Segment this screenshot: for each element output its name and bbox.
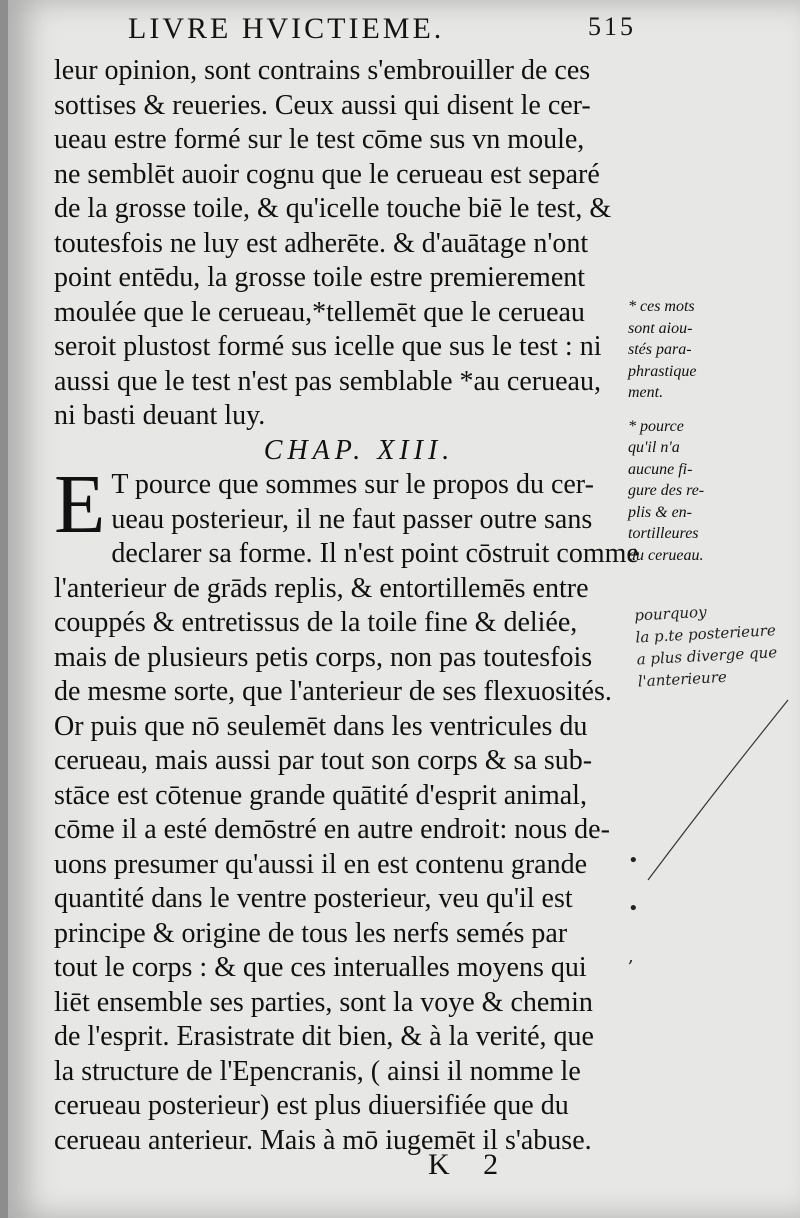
text-line: principe & origine de tous les nerfs semés par <box>54 917 568 949</box>
text-line: seroit plustost formé sus icelle que sus le test : ni <box>54 331 602 362</box>
text-line: ueau estre formé sur le test cōme sus vn moule, <box>54 124 585 155</box>
handwritten-line: l'anterieure <box>637 667 728 691</box>
text-line: quantité dans le ventre posterieur, veu qu'il est <box>54 883 573 914</box>
text-line: T pource que sommes sur le propos du cer- <box>111 469 594 500</box>
text-line: moulée que le cerueau,*tellemēt que le cerueau <box>54 296 585 328</box>
pen-stroke-line <box>628 690 798 890</box>
text-line: l'anterieur de grāds replis, & entortillemēs entre <box>54 572 589 604</box>
book-page <box>8 0 800 1218</box>
signature-letter: K <box>428 1148 450 1181</box>
handwritten-line: la p.te posterieure <box>635 621 777 647</box>
text-line: de la grosse toile, & qu'icelle touche biē le test, & <box>54 193 612 224</box>
printed-margin-notes <box>628 296 748 566</box>
margin-note-line: du cerueau. <box>628 546 704 564</box>
margin-note-line: qu'il n'a <box>628 439 680 456</box>
handwritten-annotation <box>634 596 800 693</box>
text-line: de l'esprit. Erasistrate dit bien, & à la verité, que <box>54 1021 594 1052</box>
main-text-column <box>54 54 639 1158</box>
text-line: liēt ensemble ses parties, sont la voye & chemin <box>54 986 593 1018</box>
handwritten-line: a plus diverge que <box>636 643 778 669</box>
margin-marks: • • , <box>628 850 639 967</box>
text-line: sottises & reueries. Ceux aussi qui disent le cer- <box>54 89 591 121</box>
margin-note-line: phrastique <box>628 362 697 380</box>
text-line: cerueau posterieur) est plus diuersifiée que du <box>54 1090 569 1121</box>
signature-number: 2 <box>483 1148 499 1181</box>
text-line: uons presumer qu'aussi il en est contenu grande <box>54 848 588 880</box>
drop-capital: E <box>54 458 106 551</box>
text-line: cerueau anterieur. Mais à mō iugemēt il s'abuse. <box>54 1124 592 1156</box>
page-number: 515 <box>588 12 636 41</box>
text-line: la structure de l'Epencranis, ( ainsi il nomme le <box>54 1055 581 1087</box>
text-line: cōme il a esté demōstré en autre endroit: nous de- <box>54 814 610 845</box>
text-line: leur opinion, sont contrains s'embrouiller de ces <box>54 55 591 86</box>
text-line: Or puis que nō seulemēt dans les ventricules du <box>54 710 588 742</box>
margin-note-line: plis & en- <box>628 503 692 521</box>
text-line: aussi que le test n'est pas semblable *au cerueau, <box>54 365 601 397</box>
text-line: declarer sa forme. Il n'est point cōstruit comme <box>111 538 639 569</box>
margin-note-line: tortilleures <box>628 525 699 542</box>
margin-note-line: * ces mots <box>628 298 695 315</box>
margin-note-line: * pource <box>628 417 684 435</box>
margin-note-line: ment. <box>628 384 664 401</box>
running-title: LIVRE HVICTIEME. <box>128 12 445 45</box>
text-line: mais de plusieurs petis corps, non pas toutesfois <box>54 641 593 673</box>
text-line: ne semblēt auoir cognu que le cerueau est separé <box>54 158 600 190</box>
text-line: toutesfois ne luy est adherēte. & d'auātage n'ont <box>54 227 589 259</box>
chapter-paragraph <box>54 458 639 1158</box>
margin-note-line: stés para- <box>628 341 692 358</box>
signature-mark <box>428 1148 524 1182</box>
margin-note-line: gure des re- <box>628 482 705 499</box>
text-line: tout le corps : & que ces interualles moyens qui <box>54 952 587 983</box>
text-line: stāce est cōtenue grande quātité d'esprit animal, <box>54 779 587 811</box>
paragraph-before-chapter <box>54 54 624 434</box>
text-line: couppés & entretissus de la toile fine & deliée, <box>54 607 578 638</box>
handwritten-line: pourquoy <box>633 602 707 625</box>
margin-note-line: sont aiou- <box>628 319 693 337</box>
text-line: cerueau, mais aussi par tout son corps & sa sub- <box>54 745 593 776</box>
margin-note-2 <box>628 416 748 567</box>
text-line: ni basti deuant luy. <box>54 400 266 431</box>
chapter-heading: CHAP. XIII. <box>263 434 455 466</box>
margin-note-1 <box>628 296 748 404</box>
text-line: point entēdu, la grosse toile estre premierement <box>54 262 586 293</box>
text-line: de mesme sorte, que l'anterieur de ses flexuosités. <box>54 676 612 707</box>
margin-note-line: aucune fi- <box>628 460 693 478</box>
text-line: ueau posterieur, il ne faut passer outre sans <box>111 503 593 535</box>
